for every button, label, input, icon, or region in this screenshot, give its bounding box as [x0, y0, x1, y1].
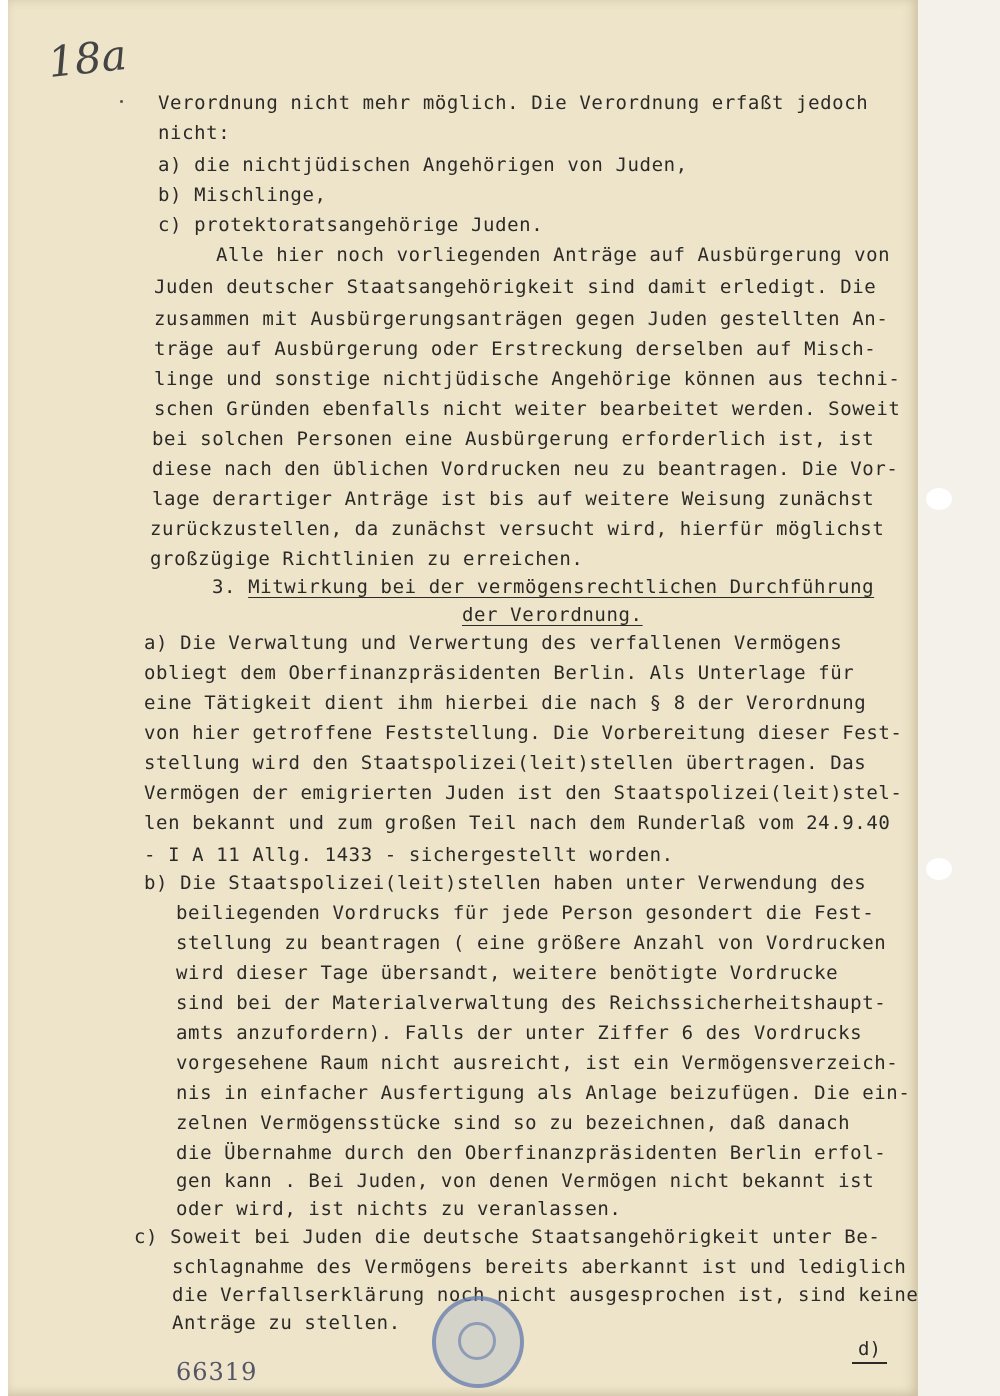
handwritten-margin-note: 18a [45, 30, 129, 87]
text-line: stellung wird den Staatspolizei(leit)stellen übertragen. Das [144, 752, 867, 774]
text-line: der Verordnung. [462, 604, 643, 626]
text-line: gen kann . Bei Juden, von denen Vermögen nicht bekannt ist [176, 1170, 875, 1192]
text-line: c) Soweit bei Juden die deutsche Staatsangehörigkeit unter Be- [134, 1226, 881, 1248]
text-line: b) Mischlinge, [158, 184, 327, 206]
text-line: linge und sonstige nichtjüdische Angehörige können aus techni- [154, 368, 901, 390]
text-line: zelnen Vermögensstücke sind so zu bezeichnen, daß danach [176, 1112, 851, 1134]
text-line: nis in einfacher Ausfertigung als Anlage beizufügen. Die ein- [176, 1082, 911, 1104]
text-line: diese nach den üblichen Vordrucken neu zu beantragen. Die Vor- [152, 458, 899, 480]
text-line: beiliegenden Vordrucks für jede Person gesondert die Fest- [176, 902, 875, 924]
text-line: die Verfallserklärung noch nicht ausgesprochen ist, sind keine [172, 1284, 919, 1306]
punch-hole [926, 858, 952, 880]
text-line: obliegt dem Oberfinanzpräsidenten Berlin. Als Unterlage für [144, 662, 855, 684]
text-line: wird dieser Tage übersandt, weitere benötigte Vordrucke [176, 962, 839, 984]
text-line: zurückzustellen, da zunächst versucht wird, hierfür möglichst [150, 518, 885, 540]
text-line: bei solchen Personen eine Ausbürgerung erforderlich ist, ist [152, 428, 875, 450]
document-number: 66319 [176, 1358, 258, 1386]
text-line: amts anzufordern). Falls der unter Ziffer 6 des Vordrucks [176, 1022, 863, 1044]
next-page-reference: d) [852, 1338, 887, 1364]
text-line: träge auf Ausbürgerung oder Erstreckung derselben auf Misch- [154, 338, 877, 360]
text-line: die Übernahme durch den Oberfinanzpräsidenten Berlin erfol- [176, 1142, 887, 1164]
archive-stamp [432, 1296, 524, 1388]
text-line: großzügige Richtlinien zu erreichen. [150, 548, 584, 570]
text-line: oder wird, ist nichts zu veranlassen. [176, 1198, 622, 1220]
text-line: zusammen mit Ausbürgerungsanträgen gegen Juden gestellten An- [154, 308, 889, 330]
text-line: len bekannt und zum großen Teil nach dem Runderlaß vom 24.9.40 [144, 812, 891, 834]
punch-hole [926, 488, 952, 510]
text-line: Vermögen der emigrierten Juden ist den Staatspolizei(leit)stel- [144, 782, 903, 804]
text-line: schlagnahme des Vermögens bereits aberkannt ist und lediglich [172, 1256, 907, 1278]
text-line: b) Die Staatspolizei(leit)stellen haben unter Verwendung des [144, 872, 867, 894]
text-line: stellung zu beantragen ( eine größere Anzahl von Vordrucken [176, 932, 887, 954]
text-line: a) die nichtjüdischen Angehörigen von Juden, [158, 154, 688, 176]
text-line: 3. Mitwirkung bei der vermögensrechtlichen Durchführung [212, 576, 875, 598]
margin-mark [120, 100, 123, 103]
text-line: nicht: [158, 122, 231, 144]
text-line: sind bei der Materialverwaltung des Reichssicherheitshaupt- [176, 992, 887, 1014]
text-line: a) Die Verwaltung und Verwertung des verfallenen Vermögens [144, 632, 843, 654]
text-line: c) protektoratsangehörige Juden. [158, 214, 544, 236]
text-line: Anträge zu stellen. [172, 1312, 401, 1334]
text-line: eine Tätigkeit dient ihm hierbei die nach § 8 der Verordnung [144, 692, 867, 714]
text-line: schen Gründen ebenfalls nicht weiter bearbeitet werden. Soweit [154, 398, 901, 420]
text-line: Verordnung nicht mehr möglich. Die Verordnung erfaßt jedoch [158, 92, 869, 114]
text-line: von hier getroffene Feststellung. Die Vorbereitung dieser Fest- [144, 722, 903, 744]
text-line: Alle hier noch vorliegenden Anträge auf Ausbürgerung von [216, 244, 891, 266]
text-line: Juden deutscher Staatsangehörigkeit sind damit erledigt. Die [154, 276, 877, 298]
text-line: lage derartiger Anträge ist bis auf weitere Weisung zunächst [152, 488, 875, 510]
text-line: - I A 11 Allg. 1433 - sichergestellt worden. [144, 844, 674, 866]
background-margin [918, 0, 1000, 1396]
text-line: vorgesehene Raum nicht ausreicht, ist ein Vermögensverzeich- [176, 1052, 899, 1074]
